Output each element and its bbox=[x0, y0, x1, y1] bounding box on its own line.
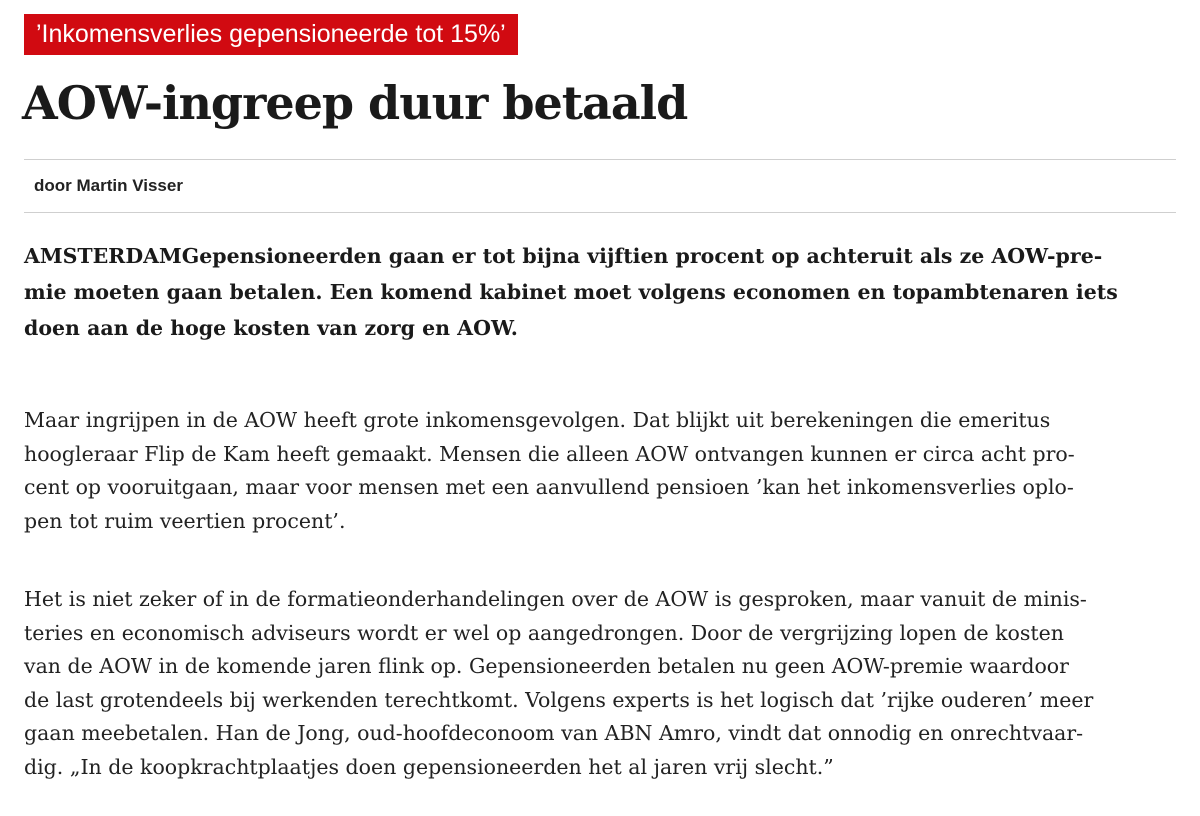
article-headline: AOW-ingreep duur betaald bbox=[22, 76, 688, 130]
byline-top-divider bbox=[24, 159, 1176, 160]
paragraph-line: gaan meebetalen. Han de Jong, oud-hoofdeconoom van ABN Amro, vindt dat onnodig en onrechtvaar- bbox=[24, 721, 1084, 745]
byline-bottom-divider bbox=[24, 212, 1176, 213]
paragraph-line: de last grotendeels bij werkenden terechtkomt. Volgens experts is het logisch dat ’rijke ouderen’ meer bbox=[24, 687, 1094, 712]
article-paragraph-2 bbox=[24, 583, 1176, 784]
article-lead bbox=[24, 238, 1176, 346]
article-paragraph-1 bbox=[24, 404, 1176, 538]
lead-line: doen aan de hoge kosten van zorg en AOW. bbox=[24, 316, 518, 340]
author-byline: door Martin Visser bbox=[34, 176, 183, 195]
paragraph-line: hoogleraar Flip de Kam heeft gemaakt. Mensen die alleen AOW ontvangen kunnen er circa acht pro- bbox=[24, 441, 1075, 466]
paragraph-line: pen tot ruim veertien procent’. bbox=[24, 508, 346, 533]
paragraph-line: Maar ingrijpen in de AOW heeft grote inkomensgevolgen. Dat blijkt uit berekeningen die emeritus bbox=[24, 408, 1051, 432]
lead-line: mie moeten gaan betalen. Een komend kabinet moet volgens economen en topambtenaren iets bbox=[24, 280, 1118, 304]
paragraph-line: Het is niet zeker of in de formatieonderhandelingen over de AOW is gesproken, maar vanuit de minis- bbox=[24, 587, 1087, 611]
paragraph-line: van de AOW in de komende jaren flink op. Gepensioneerden betalen nu geen AOW-premie waardoor bbox=[24, 654, 1069, 678]
paragraph-line: teries en economisch adviseurs wordt er wel op aangedrongen. Door de vergrijzing lopen de kosten bbox=[24, 620, 1064, 645]
paragraph-line: dig. „In de koopkrachtplaatjes doen gepensioneerden het al jaren vrij slecht.” bbox=[24, 754, 834, 779]
paragraph-line: cent op vooruitgaan, maar voor mensen met een aanvullend pensioen ’kan het inkomensverlies oplo- bbox=[24, 475, 1074, 499]
kicker-label: ’Inkomensverlies gepensioneerde tot 15%’ bbox=[24, 14, 518, 55]
lead-line: AMSTERDAMGepensioneerden gaan er tot bijna vijftien procent op achteruit als ze AOW-pre- bbox=[24, 244, 1103, 268]
